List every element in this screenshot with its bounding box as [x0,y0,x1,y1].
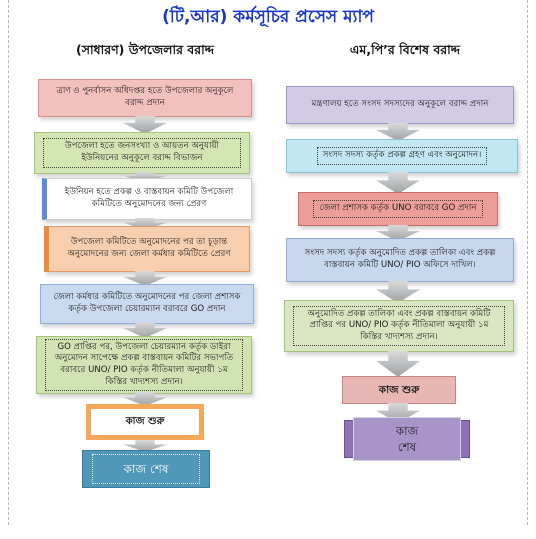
left-step-6: GO প্রাপ্তির পর, উপজেলা চেয়ারম্যান কর্তৃক ডাইরা অনুমোদন সাপেক্ষে প্রকল্প বাস্তবায়ন কমিটির সভাপতি বরাবরে UNO/ PIO কর্তৃক নীতিমালা অনুযায়ী ১ম কিস্তির খাদ্যশস্য প্রদান। [36,336,252,394]
left-step-3: ইউনিয়ন হতে প্রকল্প ও বাস্তবায়ন কমিটি উপজেলা কমিটিতে অনুমোদনের জন্য প্রেরণ [42,178,252,220]
right-step-3: জেলা প্রশাসক কর্তৃক UNO বরাবরে GO প্রদান [298,192,498,226]
right-step-7-work-end: কাজ শেষ [344,420,470,458]
left-step-7-work-start: কাজ শুরু [86,404,204,440]
left-frame-border [8,0,9,525]
page-title: (টি,আর) কর্মসূচির প্রসেস ম্যাপ [162,7,374,27]
right-frame-border [527,0,528,525]
left-step-4: উপজেলা কমিটিতে অনুমোদনের পর তা চূড়ান্ত অনুমোদনের জন্য জেলা কর্মধার কমিটিতে প্রেরণ [44,226,250,272]
right-step-1: মন্ত্রণালয় হতে সংসদ সদস্যদের অনুকূলে বরাদ্দ প্রদান [286,86,514,124]
right-column-heading: এম,পি’র বিশেষ বরাদ্দ [349,42,461,57]
left-column-heading: (সাধারণ) উপজেলার বরাদ্দ [75,42,215,57]
right-step-5: অনুমোদিত প্রকল্প তালিকা এবং প্রকল্প বাস্তবায়ন কমিটি প্রাপ্তির পর UNO/ PIO কর্তৃক নীতিমালা অনুযায়ী ১ম কিস্তির খাদ্যশস্য প্রদান। [284,300,514,352]
right-arrow-5 [376,351,420,377]
right-arrow-2 [376,172,420,194]
right-step-6-work-start: কাজ শুরু [342,376,456,404]
left-step-2: উপজেলা হতে জনসংখ্যা ও আয়তন অনুযায়ী ইউনিয়নের অনুকূলে বরাদ্দ বিভাজন [34,132,250,174]
left-step-8-work-end: কাজ শেষ [82,450,210,488]
left-step-1: ত্রাণ ও পুনর্বাসন অধিদপ্তর হতে উপজেলার অনুকূলে বরাদ্দ প্রদান [38,79,252,117]
left-step-5: জেলা কর্মধার কমিটিতে অনুমোদনের পর জেলা প্রশাসক কর্তৃক উপজেলা চেয়ারম্যান বরাবরে GO প্রদান [40,284,254,324]
right-step-2: সংসদ সদস্য কর্তৃক প্রকল্প গ্রহণ এবং অনুমোদন। [286,139,518,173]
right-step-4: সংসদ সদস্য কর্তৃক অনুমোদিত প্রকল্প তালিকা এবং প্রকল্প বাস্তবায়ন কমিটি UNO/ PIO অফিসে দাখিল। [286,238,514,282]
